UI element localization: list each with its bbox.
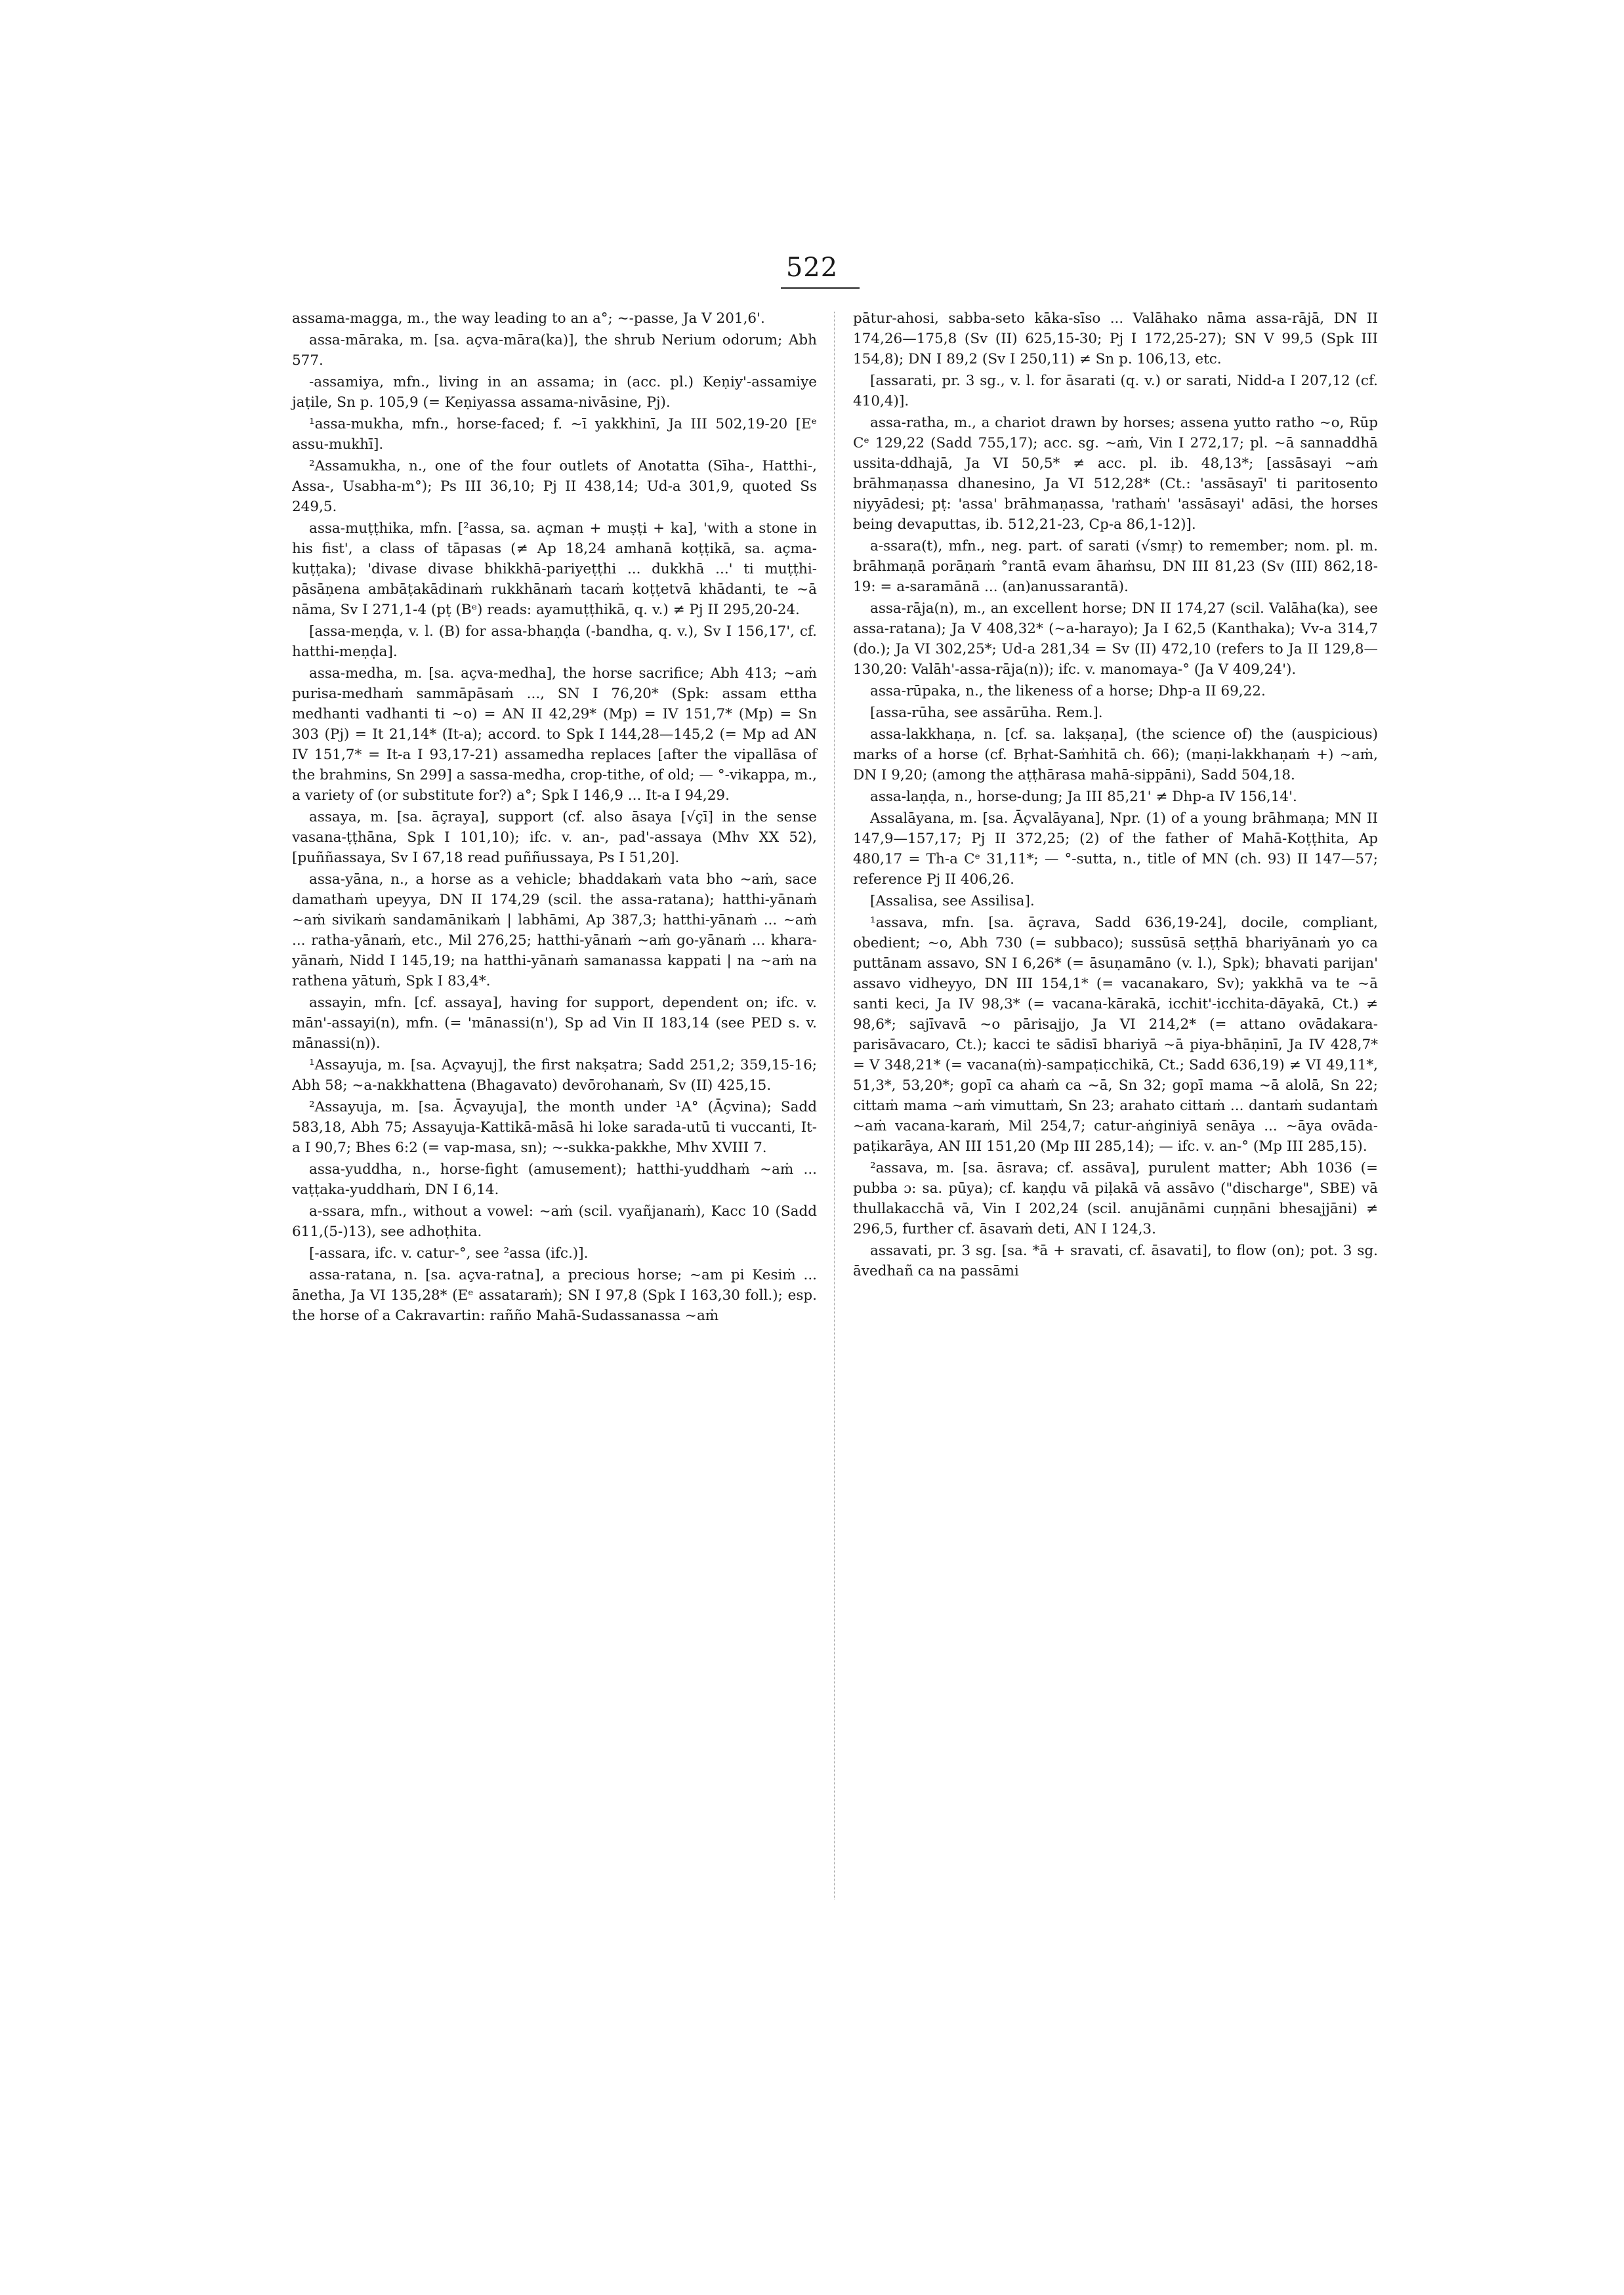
dictionary-entry: assa-laṇḍa, n., horse-dung; Ja III 85,21' ≠ Dhp-a IV 156,14'. xyxy=(870,789,1297,805)
dictionary-entry: ¹Assayuja, m. [sa. Açvayuj], the first nakṣatra; Sadd 251,2; 359,15-16; Abh 58; ~a-nakkhattena (Bhagavato) devōrohanaṁ, Sv (II) 425,15. xyxy=(292,1057,817,1094)
dictionary-entry: assa-yāna, n., a horse as a vehicle; bhaddakaṁ vata bho ~aṁ, sace damathaṁ upeyya, DN II 174,29 (scil. the assa-ratana); hatthi-yānaṁ ~aṁ sivikaṁ sandamānikaṁ | labhāmi, Ap 387,3; hatthi-yānaṁ ... ~aṁ ... ratha-yānaṁ, etc., Mil 276,25; hatthi-yānaṁ ~aṁ go-yānaṁ ... khara-yānaṁ, Nidd I 145,19; na hatthi-yānaṁ samanassa kappati | na ~aṁ na rathena yātuṁ, Spk I 83,4*. xyxy=(292,871,817,989)
column-divider xyxy=(834,312,835,1899)
dictionary-entry: ²assava, m. [sa. āsrava; cf. assāva], purulent matter; Abh 1036 (= pubba ɔ: sa. pūya); cf. kaṇḍu vā piḷakā vā assāvo ("discharge", SBE) vā thullakacchā vā, Vin I 202,24 (scil. anujānāmi cuṇṇāni bhesajjāni) ≠ 296,5, further cf. āsavaṁ deti, AN I 124,3. xyxy=(853,1160,1378,1237)
dictionary-entry: -assamiya, mfn., living in an assama; in (acc. pl.) Keṇiy'-assamiye jaṭile, Sn p. 105,9 (= Keṇiyassa assama-nivāsine, Pj). xyxy=(292,374,817,411)
dictionary-entry: assa-ratha, m., a chariot drawn by horses; assena yutto ratho ~o, Rūp Cᵉ 129,22 (Sadd 755,17); acc. sg. ~aṁ, Vin I 272,17; pl. ~ā sannaddhā ussita-ddhajā, Ja VI 50,5* ≠ acc. pl. ib. 48,13*; [assāsayi ~aṁ brāhmaṇassa dhanesino, Ja VI 512,28* (Ct.: 'assāsayī' ti paritosento niyyādesi; pṭ: 'assa' brāhmaṇassa, 'rathaṁ' 'assāsayi' adāsi, the horses being devaputtas, ib. 512,21-23, Cp-a 86,1-12)]. xyxy=(853,415,1378,533)
left-column xyxy=(292,308,817,1327)
dictionary-entry: [assarati, pr. 3 sg., v. l. for āsarati (q. v.) or sarati, Nidd-a I 207,12 (cf. 410,4)]. xyxy=(853,373,1378,409)
dictionary-entry: assa-rūpaka, n., the likeness of a horse; Dhp-a II 69,22. xyxy=(870,683,1266,699)
dictionary-entry: [Assalisa, see Assilisa]. xyxy=(870,893,1035,909)
dictionary-entry: [assa-rūha, see assārūha. Rem.]. xyxy=(870,705,1103,721)
dictionary-entry: assa-rāja(n), m., an excellent horse; DN II 174,27 (scil. Valāha(ka), see assa-ratana); Ja V 408,32* (~a-harayo); Ja I 62,5 (Kanthaka); Vv-a 314,7 (do.); Ja VI 302,25*; Ud-a 281,34 = Sv (II) 472,10 (refers to Ja II 129,8—130,20: Valāh'-assa-rāja(n)); ifc. v. manomaya-° (Ja V 409,24'). xyxy=(853,600,1378,678)
dictionary-entry: [-assara, ifc. v. catur-°, see ²assa (ifc.)]. xyxy=(309,1245,589,1262)
dictionary-entry: assa-ratana, n. [sa. açva-ratna], a precious horse; ~am pi Kesiṁ ... ānetha, Ja VI 135,28* (Eᵉ assataraṁ); SN I 97,8 (Spk I 163,30 foll.); esp. the horse of a Cakravartin: rañño Mahā-Sudassanassa ~aṁ xyxy=(292,1267,817,1324)
dictionary-entry: assa-muṭṭhika, mfn. [²assa, sa. açman + muṣṭi + ka], 'with a stone in his fist', a class of tāpasas (≠ Ap 18,24 amhanā koṭṭikā, sa. açma-kuṭṭaka); 'divase divase bhikkhā-pariyeṭṭhi ... dukkhā ...' ti muṭṭhi-pāsāṇena ambāṭakādinaṁ rukkhānaṁ tacaṁ koṭṭetvā khādanti, te ~ā nāma, Sv I 271,1-4 (pṭ (Bᵉ) reads: ayamuṭṭhikā, q. v.) ≠ Pj II 295,20-24. xyxy=(292,520,817,618)
dictionary-entry: assa-yuddha, n., horse-fight (amusement); hatthi-yuddhaṁ ~aṁ ... vaṭṭaka-yuddhaṁ, DN I 6,14. xyxy=(292,1161,817,1198)
dictionary-entry: assa-lakkhaṇa, n. [cf. sa. lakṣaṇa], (the science of) the (auspicious) marks of a horse (cf. Bṛhat-Saṁhitā ch. 66); (maṇi-lakkhaṇaṁ +) ~aṁ, DN I 9,20; (among the aṭṭhārasa mahā-sippāni), Sadd 504,18. xyxy=(853,726,1378,783)
right-column xyxy=(853,308,1378,1283)
dictionary-entry: pātur-ahosi, sabba-seto kāka-sīso ... Valāhako nāma assa-rājā, DN II 174,26—175,8 (Sv (II) 625,15-30; Pj I 172,25-27); SN V 99,5 (Spk III 154,8); DN I 89,2 (Sv I 250,11) ≠ Sn p. 106,13, etc. xyxy=(853,310,1378,367)
dictionary-entry: Assalāyana, m. [sa. Āçvalāyana], Npr. (1) of a young brāhmaṇa; MN II 147,9—157,17; Pj II 372,25; (2) of the father of Mahā-Koṭṭhita, Ap 480,17 = Th-a Cᵉ 31,11*; — °-sutta, n., title of MN (ch. 93) II 147—57; reference Pj II 406,26. xyxy=(853,810,1378,888)
dictionary-entry: a-ssara(t), mfn., neg. part. of sarati (√smṛ) to remember; nom. pl. m. brāhmaṇā porāṇaṁ °rantā evam āhaṁsu, DN III 81,23 (Sv (III) 862,18-19: = a-saramānā ... (an)anussarantā). xyxy=(853,538,1378,595)
dictionary-entry: assavati, pr. 3 sg. [sa. *ā + sravati, cf. āsavati], to flow (on); pot. 3 sg. āvedhañ ca na passāmi xyxy=(853,1243,1378,1279)
dictionary-entry: assa-medha, m. [sa. açva-medha], the horse sacrifice; Abh 413; ~aṁ purisa-medhaṁ sammāpāsaṁ ..., SN I 76,20* (Spk: assam ettha medhanti vadhanti ti ~o) = AN II 42,29* (Mp) = IV 151,7* (Mp) = Sn 303 (Pj) = It 21,14* (It-a); accord. to Spk I 144,28—145,2 (= Mp ad AN IV 151,7* = It-a I 93,17-21) assamedha replaces [after the vipallāsa of the brahmins, Sn 299] a sassa-medha, crop-tithe, of old; — °-vikappa, m., a variety of (or substitute for?) a°; Spk I 146,9 ... It-a I 94,29. xyxy=(292,665,817,804)
dictionary-entry: ¹assa-mukha, mfn., horse-faced; f. ~ī yakkhinī, Ja III 502,19-20 [Eᵉ assu-mukhī]. xyxy=(292,416,817,453)
dictionary-entry: a-ssara, mfn., without a vowel: ~aṁ (scil. vyañjanaṁ), Kacc 10 (Sadd 611,(5-)13), see adhoṭhita. xyxy=(292,1203,817,1240)
page-number: 522 xyxy=(785,253,839,283)
dictionary-entry: ²Assamukha, n., one of the four outlets of Anotatta (Sīha-, Hatthi-, Assa-, Usabha-m°); Ps III 36,10; Pj II 438,14; Ud-a 301,9, quoted Ss 249,5. xyxy=(292,458,817,515)
dictionary-entry: [assa-meṇḍa, v. l. (B) for assa-bhaṇḍa (-bandha, q. v.), Sv I 156,17', cf. hatthi-meṇḍa]. xyxy=(292,623,817,660)
page-number-rule xyxy=(781,287,860,289)
dictionary-entry: assama-magga, m., the way leading to an a°; ~-passe, Ja V 201,6'. xyxy=(292,310,765,327)
dictionary-entry: ²Assayuja, m. [sa. Āçvayuja], the month under ¹A° (Āçvina); Sadd 583,18, Abh 75; Assayuja-Kattikā-māsā hi loke sarada-utū ti vuccanti, It-a I 90,7; Bhes 6:2 (= vap-masa, sn); ~-sukka-pakkhe, Mhv XVIII 7. xyxy=(292,1099,817,1156)
dictionary-entry: assa-māraka, m. [sa. açva-māra(ka)], the shrub Nerium odorum; Abh 577. xyxy=(292,332,817,369)
dictionary-entry: ¹assava, mfn. [sa. āçrava, Sadd 636,19-24], docile, compliant, obedient; ~o, Abh 730 (= subbaco); sussūsā seṭṭhā bhariyānaṁ yo ca puttānam assavo, SN I 6,26* (= āsuṇamāno (v. l.), Spk); bhavati parijan' assavo vidheyyo, DN III 154,1* (= vacanakaro, Sv); yakkhā va te ~ā santi keci, Ja IV 98,3* (= vacana-kārakā, icchit'-icchita-dāyakā, Ct.) ≠ 98,6*; sajīvavā ~o pārisajjo, Ja VI 214,2* (= attano ovādakara-parisāvacaro, Ct.); kacci te sādisī bhariyā ~ā piya-bhāṇinī, Ja IV 428,7* = V 348,21* (= vacana(ṁ)-sampaṭicchikā, Ct.; Sadd 636,19) ≠ VI 49,11*, 51,3*, 53,20*; gopī ca ahaṁ ca ~ā, Sn 32; gopī mama ~ā alolā, Sn 22; cittaṁ mama ~aṁ vimuttaṁ, Sn 23; arahato cittaṁ ... dantaṁ sudantaṁ ~aṁ vacana-karaṁ, Mil 254,7; catur-aṅginiyā senāya ... ~āya ovāda-paṭikarāya, AN III 151,20 (Mp III 285,14); — ifc. v. an-° (Mp III 285,15). xyxy=(853,915,1378,1155)
dictionary-entry: assayin, mfn. [cf. assaya], having for support, dependent on; ifc. v. mān'-assayi(n), mfn. (= 'mānassi(n'), Sp ad Vin II 183,14 (see PED s. v. mānassi(n)). xyxy=(292,995,817,1052)
dictionary-entry: assaya, m. [sa. āçraya], support (cf. also āsaya [√çī] in the sense vasana-ṭṭhāna, Spk I 101,10); ifc. v. an-, pad'-assaya (Mhv XX 52), [puññassaya, Sv I 67,18 read puññussaya, Ps I 51,20]. xyxy=(292,809,817,866)
